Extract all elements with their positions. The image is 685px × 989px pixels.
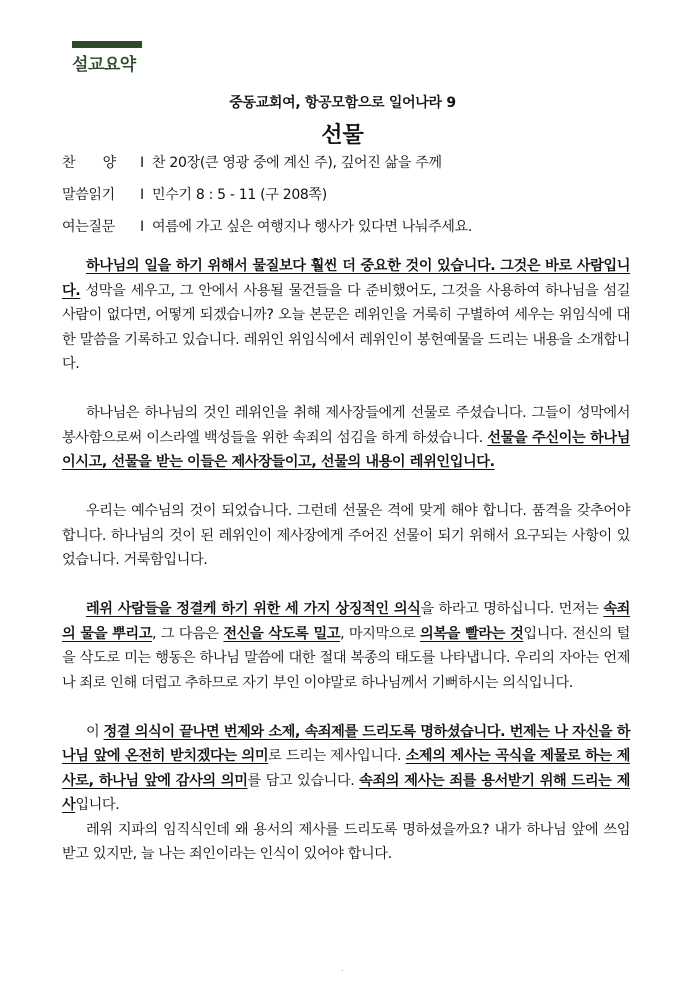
paragraph-1 — [62, 254, 630, 377]
section-label: 설교요약 — [72, 55, 136, 75]
emphasis: 전신을 삭도록 밀고 — [223, 625, 341, 642]
text-run: 입니다. 전신의 털을 삭도로 미는 행동은 하나님 말씀에 대한 절대 복종의 태도를 나타냅니다. 우리의 자아는 언제나 죄로 인해 더럽고 추하므로 자기 부인 이야말로 하나님께서 기뻐하시는 의식입니다. — [62, 625, 630, 691]
sermon-series-title: 중동교회여, 항공모함으로 일어나라 9 — [229, 95, 456, 111]
text-run: , 마지막으로 — [340, 625, 421, 642]
paragraph-4 — [62, 597, 630, 695]
emphasis: 의복을 빨라는 것 — [420, 625, 524, 642]
text-run: 을 하라고 명하십니다. 먼저는 — [420, 601, 604, 617]
meta-scripture-value: 민수기 8 : 5 - 11 (구 208쪽) — [152, 187, 327, 203]
emphasis: 속죄의 제사는 죄를 용서받기 위해 드리는 제사 — [62, 772, 630, 813]
text-run: 성막을 세우고, 그 안에서 사용될 물건들을 다 준비했어도, 그것을 사용하여 하나님을 섬길 사람이 없다면, 어떻게 되겠습니까? 오늘 본문은 레위인을 거룩히 구별하여 세우는 위임식에 대한 말씀을 기록하고 있습니다. 레위인 위임식에서 레위인이 봉헌예물을 드리는 내용을 소개합니다. — [62, 282, 630, 372]
text-run: 를 담고 있습니다. — [247, 772, 360, 789]
text-run: 하나님은 하나님의 것인 레위인을 취해 제사장들에게 선물로 주셨습니다. 그들이 성막에서 봉사함으로써 이스라엘 백성들을 위한 속죄의 섬김을 하게 하셨습니다. — [62, 405, 630, 446]
paragraph-2 — [62, 401, 630, 475]
emphasis: 선물을 주신이는 하나님이시고, 선물을 받는 이들은 제사장들이고, 선물의 내용이 레위인입니다. — [62, 429, 630, 470]
emphasis: 레위 사람들을 정결케 하기 위한 세 가지 상징적인 의식 — [86, 601, 421, 617]
emphasis: 정결 의식이 끝나면 번제와 소제, 속죄제를 드리도록 명하셨습니다. 번제는 나 자신을 하나님 앞에 온전히 받치겠다는 의미 — [62, 723, 630, 764]
meta-scripture-label: 말씀읽기 — [62, 187, 115, 203]
text-run: 로 드리는 제사입니다. — [268, 748, 406, 764]
sermon-title: 선물 — [321, 123, 364, 148]
meta-separator: I — [140, 187, 144, 203]
text-run: 레위 지파의 임직식인데 왜 용서의 제사를 드리도록 명하셨을까요? 내가 하나님 앞에 쓰임 받고 있지만, 늘 나는 죄인이라는 인식이 있어야 합니다. — [62, 821, 630, 862]
meta-question — [62, 216, 472, 236]
meta-hymn-value: 찬 20장(큰 영광 중에 계신 주), 깊어진 삶을 주께 — [152, 155, 442, 171]
text-run: 우리는 예수님의 것이 되었습니다. 그런데 선물은 격에 맞게 해야 합니다. 품격을 갖추어야 합니다. 하나님의 것이 된 레위인이 제사장에게 주어진 선물이 되기 위해서 요구되는 사항이 있었습니다. 거룩함입니다. — [62, 503, 630, 568]
meta-hymn — [62, 152, 442, 172]
emphasis: 속죄의 물을 뿌리고 — [62, 601, 630, 642]
meta-separator: I — [140, 155, 144, 171]
meta-question-label: 여는질문 — [62, 219, 115, 235]
meta-question-value: 여름에 가고 싶은 여행지나 행사가 있다면 나눠주세요. — [152, 219, 472, 235]
text-run: , 그 다음은 — [152, 625, 224, 642]
meta-separator: I — [140, 219, 144, 235]
text-run: 입니다. — [75, 797, 120, 813]
paragraph-3 — [62, 499, 630, 573]
emphasis: 소제의 제사는 곡식을 제물로 하는 제사로, 하나님 앞에 감사의 의미 — [62, 748, 631, 789]
paragraph-6 — [62, 818, 630, 867]
sermon-body — [62, 254, 630, 867]
meta-scripture — [62, 184, 327, 204]
text-run: 이 — [86, 723, 104, 740]
footer-mark: . — [341, 964, 344, 973]
emphasis: 하나님의 일을 하기 위해서 물질보다 훨씬 더 중요한 것이 있습니다. 그것은 바로 사람입니다. — [62, 258, 630, 299]
paragraph-5 — [62, 720, 630, 818]
meta-hymn-label: 찬 양 — [62, 155, 116, 171]
header-bar — [72, 41, 142, 48]
